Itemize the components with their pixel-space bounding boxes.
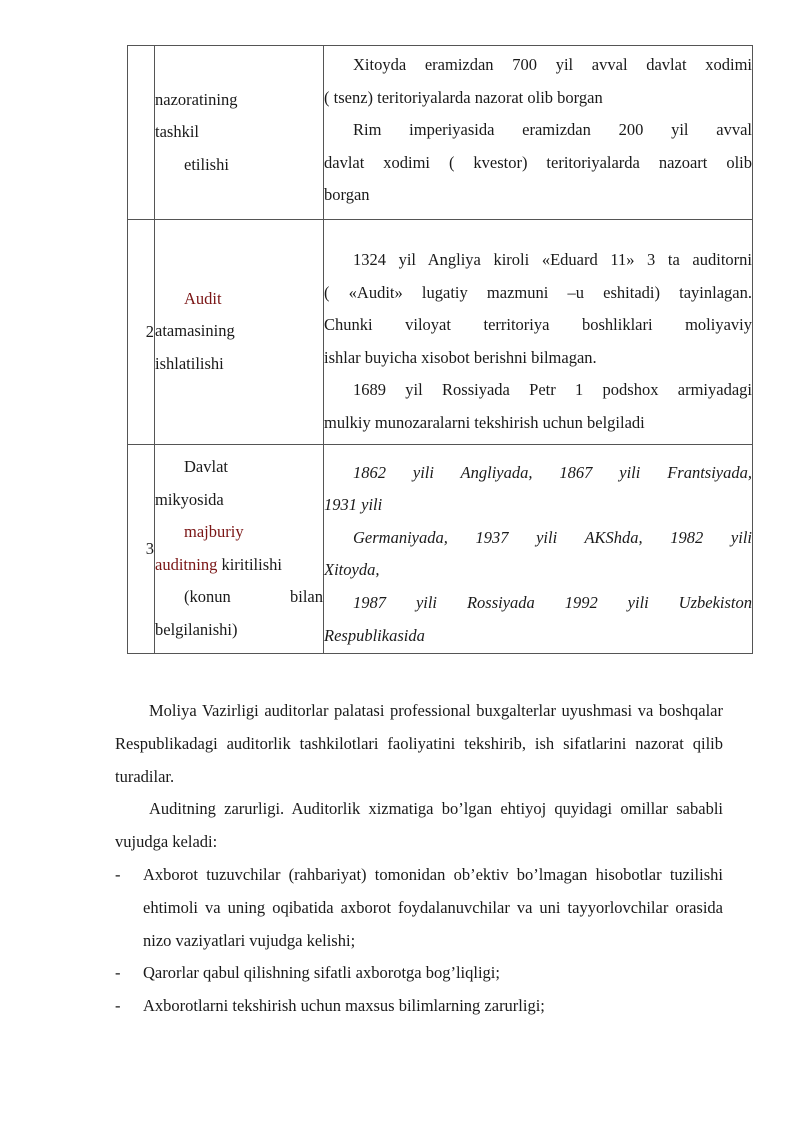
topic-line	[155, 549, 323, 582]
topic-line: Davlat	[184, 457, 228, 477]
desc-line: Rim imperiyasida eramizdan 200 yil avval	[353, 120, 752, 140]
table-row	[128, 219, 753, 444]
history-table	[127, 45, 753, 654]
topic-line: (konun bilan	[184, 587, 323, 607]
list-item	[115, 990, 723, 1023]
topic-line: tashkil	[155, 122, 199, 142]
desc-line: 1931 yili	[324, 495, 383, 515]
topic-line: majburiy	[184, 522, 244, 542]
topic-word: auditning	[155, 554, 218, 574]
topic-cell	[155, 46, 324, 220]
desc-line: Xitoyda eramizdan 700 yil avval davlat xodimi	[353, 55, 752, 74]
desc-line: Chunki viloyat territoriya boshliklari moliyaviy	[324, 315, 752, 335]
topic-line: nazoratining	[155, 89, 238, 109]
topic-cell	[155, 219, 324, 444]
topic-cell	[155, 444, 324, 654]
list-dash: -	[115, 864, 121, 884]
desc-line: davlat xodimi ( kvestor) teritoriyalarda nazoart olib	[324, 152, 752, 172]
paragraph: Auditning zarurligi. Auditorlik xizmatiga bo’lgan ehtiyoj quyidagi omillar sababli vujudga keladi:	[115, 799, 723, 852]
desc-line: ishlar buyicha xisobot berishni bilmagan.	[324, 347, 597, 367]
list-item-text: Axborot tuzuvchilar (rahbariyat) tomonidan ob’ektiv bo’lmagan hisobotlar tuzilishi ehtimoli va uning oqibatida axborot foydalanuvchilar va uni tayyorlovchilar orasida nizo vaziyatlari vujudga kelishi;	[143, 864, 723, 950]
table-row	[128, 444, 753, 654]
list-item-text: Qarorlar qabul qilishning sifatli axborotga bog’liqligi;	[143, 963, 500, 983]
desc-line: 1987 yili Rossiyada 1992 yili Uzbekiston	[353, 592, 752, 612]
desc-line: borgan	[324, 185, 370, 205]
paragraph: Moliya Vazirligi auditorlar palatasi professional buxgalterlar uyushmasi va boshqalar Respublikadagi auditorlik tashkilotlari faoliyatini tekshirib, ish sifatlarini nazorat qilib turadilar.	[115, 701, 723, 786]
desc-line: 1862 yili Angliyada, 1867 yili Frantsiyada,	[353, 462, 752, 482]
description-cell	[324, 219, 753, 444]
topic-word: kiritilishi	[221, 554, 282, 574]
body-text	[115, 695, 723, 1023]
description-cell	[324, 444, 753, 654]
topic-line: atamasining	[155, 321, 235, 341]
row-number	[128, 46, 155, 220]
row-number: 3	[128, 444, 155, 654]
list-dash: -	[115, 963, 121, 983]
desc-line: ( «Audit» lugatiy mazmuni –u eshitadi) tayinlagan.	[324, 282, 752, 302]
row-number: 2	[128, 219, 155, 444]
desc-line: Respublikasida	[324, 625, 425, 645]
desc-line: Germaniyada, 1937 yili AKShda, 1982 yili	[353, 527, 752, 547]
topic-line: belgilanishi)	[155, 620, 238, 639]
desc-line: mulkiy munozaralarni tekshirish uchun belgiladi	[324, 412, 645, 432]
topic-line: Audit	[184, 288, 222, 308]
list-item	[115, 859, 723, 957]
table-row	[128, 46, 753, 220]
topic-line: etilishi	[184, 154, 229, 174]
list-item	[115, 957, 723, 990]
topic-line: ishlatilishi	[155, 354, 224, 374]
list-dash: -	[115, 996, 121, 1016]
description-cell	[324, 46, 753, 220]
desc-line: 1689 yil Rossiyada Petr 1 podshox armiyadagi	[353, 380, 752, 400]
desc-line: ( tsenz) teritoriyalarda nazorat olib borgan	[324, 87, 603, 107]
desc-line: Xitoyda,	[324, 560, 380, 580]
desc-line: 1324 yil Angliya kiroli «Eduard 11» 3 ta auditorni	[353, 249, 752, 269]
list-item-text: Axborotlarni tekshirish uchun maxsus bilimlarning zarurligi;	[143, 996, 545, 1016]
topic-line: mikyosida	[155, 489, 224, 509]
